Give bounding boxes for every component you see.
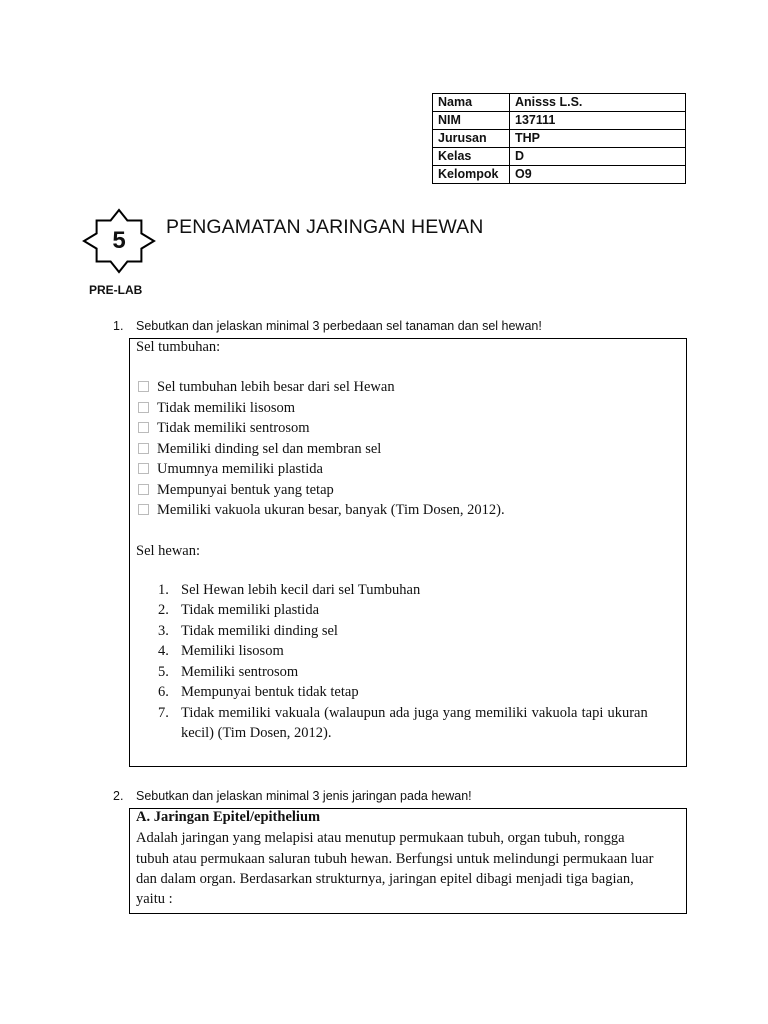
list-item: Sel tumbuhan lebih besar dari sel Hewan: [138, 379, 395, 396]
bullet-icon: [138, 381, 149, 392]
list-number: 6.: [158, 684, 169, 700]
list-item: Tidak memiliki vakuala (walaupun ada juga yang memiliki vakuola tapi ukuran: [181, 705, 648, 721]
question-number: 2.: [113, 789, 124, 803]
info-value: THP: [510, 130, 686, 148]
info-value: Anisss L.S.: [510, 94, 686, 112]
list-item: Tidak memiliki sentrosom: [138, 420, 310, 437]
paragraph-line: yaitu :: [136, 891, 173, 907]
list-item: Memiliki lisosom: [181, 643, 284, 659]
question-text: Sebutkan dan jelaskan minimal 3 jenis jaringan pada hewan!: [136, 789, 472, 803]
info-key: NIM: [433, 112, 510, 130]
list-item: Mempunyai bentuk yang tetap: [138, 482, 334, 499]
list-item: Memiliki vakuola ukuran besar, banyak (Tim Dosen, 2012).: [138, 502, 505, 519]
list-item: Memiliki sentrosom: [181, 664, 299, 680]
list-number: 3.: [158, 623, 169, 639]
info-value: O9: [510, 166, 686, 184]
table-row: [433, 94, 686, 112]
list-item: Tidak memiliki plastida: [181, 602, 320, 618]
list-number: 2.: [158, 602, 169, 618]
page-title: PENGAMATAN JARINGAN HEWAN: [166, 216, 484, 238]
info-key: Kelompok: [433, 166, 510, 184]
list-number: 4.: [158, 643, 169, 659]
list-item: Mempunyai bentuk tidak tetap: [181, 684, 359, 700]
info-key: Jurusan: [433, 130, 510, 148]
info-key: Nama: [433, 94, 510, 112]
question-number: 1.: [113, 319, 124, 333]
bullet-icon: [138, 504, 149, 515]
bullet-icon: [138, 443, 149, 454]
info-value: 137111: [510, 112, 686, 130]
animal-heading: Sel hewan:: [136, 543, 201, 559]
list-item: Tidak memiliki lisosom: [138, 400, 295, 417]
bullet-icon: [138, 484, 149, 495]
paragraph-line: Adalah jaringan yang melapisi atau menutup permukaan tubuh, organ tubuh, rongga: [136, 830, 625, 846]
plant-heading: Sel tumbuhan:: [136, 339, 221, 355]
bullet-icon: [138, 463, 149, 474]
paragraph-line: tubuh atau permukaan saluran tubuh hewan. Berfungsi untuk melindungi permukaan luar: [136, 851, 654, 867]
info-key: Kelas: [433, 148, 510, 166]
table-row: [433, 130, 686, 148]
list-number: 7.: [158, 705, 169, 721]
question-2: [113, 789, 472, 803]
list-item-continuation: kecil) (Tim Dosen, 2012).: [181, 725, 332, 741]
list-item: Umumnya memiliki plastida: [138, 461, 323, 478]
list-item: Sel Hewan lebih kecil dari sel Tumbuhan: [181, 582, 421, 598]
question-1: [113, 319, 542, 333]
paragraph-line: dan dalam organ. Berdasarkan strukturnya, jaringan epitel dibagi menjadi tiga bagian,: [136, 871, 634, 887]
list-item: Tidak memiliki dinding sel: [181, 623, 338, 639]
table-row: [433, 112, 686, 130]
bullet-icon: [138, 402, 149, 413]
section-heading: A. Jaringan Epitel/epithelium: [136, 809, 321, 825]
section-label: PRE-LAB: [89, 283, 143, 297]
chapter-number: 5: [112, 227, 126, 254]
question-text: Sebutkan dan jelaskan minimal 3 perbedaan sel tanaman dan sel hewan!: [136, 319, 542, 333]
list-number: 1.: [158, 582, 169, 598]
info-value: D: [510, 148, 686, 166]
table-row: [433, 166, 686, 184]
bullet-icon: [138, 422, 149, 433]
list-number: 5.: [158, 664, 169, 680]
list-item: Memiliki dinding sel dan membran sel: [138, 441, 381, 458]
table-row: [433, 148, 686, 166]
student-info-table: [432, 93, 686, 184]
